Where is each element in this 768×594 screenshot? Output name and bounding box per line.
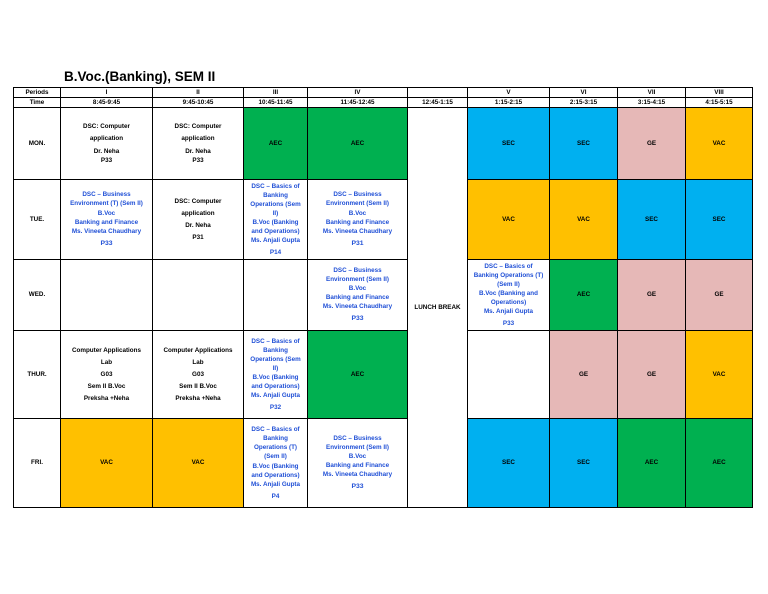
cell-mon-p1: DSC: Computer application Dr. Neha P33 bbox=[61, 108, 153, 180]
time-slot: 9:45-10:45 bbox=[153, 98, 244, 108]
cell-thu-p2: Computer Applications Lab G03 Sem II B.Voc Preksha +Neha bbox=[153, 331, 244, 419]
cell-thu-p8: VAC bbox=[686, 331, 753, 419]
period-header: III bbox=[244, 88, 308, 98]
time-slot: 1:15-2:15 bbox=[468, 98, 550, 108]
cell-mon-p4: AEC bbox=[308, 108, 408, 180]
period-header: II bbox=[153, 88, 244, 98]
cell-fri-p3: DSC – Basics of Banking Operations (T) (Sem II) B.Voc (Banking and Operations) Ms. Anjali Gupta P4 bbox=[244, 419, 308, 508]
cell-tue-p8: SEC bbox=[686, 180, 753, 260]
row-friday bbox=[14, 419, 753, 508]
cell-wed-p2 bbox=[153, 260, 244, 331]
time-slot: 12:45-1:15 bbox=[408, 98, 468, 108]
cell-tue-p4: DSC – Business Environment (Sem II) B.Voc Banking and Finance Ms. Vineeta Chaudhary P31 bbox=[308, 180, 408, 260]
cell-fri-p8: AEC bbox=[686, 419, 753, 508]
cell-fri-p1: VAC bbox=[61, 419, 153, 508]
cell-wed-p7: GE bbox=[618, 260, 686, 331]
cell-thu-p6: GE bbox=[550, 331, 618, 419]
period-header: VI bbox=[550, 88, 618, 98]
cell-wed-p3 bbox=[244, 260, 308, 331]
page-title: B.Voc.(Banking), SEM II bbox=[64, 69, 216, 84]
cell-wed-p1 bbox=[61, 260, 153, 331]
time-label: Time bbox=[14, 98, 61, 108]
period-header: VII bbox=[618, 88, 686, 98]
period-header: I bbox=[61, 88, 153, 98]
day-label: FRI. bbox=[14, 419, 61, 508]
time-row bbox=[14, 98, 753, 108]
cell-fri-p6: SEC bbox=[550, 419, 618, 508]
lunch-break: LUNCH BREAK bbox=[408, 108, 468, 508]
time-slot: 2:15-3:15 bbox=[550, 98, 618, 108]
cell-tue-p2: DSC: Computer application Dr. Neha P31 bbox=[153, 180, 244, 260]
cell-mon-p7: GE bbox=[618, 108, 686, 180]
cell-thu-p5 bbox=[468, 331, 550, 419]
row-monday bbox=[14, 108, 753, 180]
time-slot: 10:45-11:45 bbox=[244, 98, 308, 108]
cell-tue-p7: SEC bbox=[618, 180, 686, 260]
periods-label: Periods bbox=[14, 88, 61, 98]
cell-fri-p2: VAC bbox=[153, 419, 244, 508]
period-header: IV bbox=[308, 88, 408, 98]
cell-tue-p3: DSC – Basics of Banking Operations (Sem II) B.Voc (Banking and Operations) Ms. Anjali Gupta P14 bbox=[244, 180, 308, 260]
cell-fri-p5: SEC bbox=[468, 419, 550, 508]
cell-mon-p8: VAC bbox=[686, 108, 753, 180]
cell-tue-p6: VAC bbox=[550, 180, 618, 260]
time-slot: 11:45-12:45 bbox=[308, 98, 408, 108]
cell-wed-p6: AEC bbox=[550, 260, 618, 331]
day-label: WED. bbox=[14, 260, 61, 331]
row-wednesday bbox=[14, 260, 753, 331]
period-header: V bbox=[468, 88, 550, 98]
time-slot: 3:15-4:15 bbox=[618, 98, 686, 108]
timetable bbox=[13, 87, 753, 508]
cell-fri-p4: DSC – Business Environment (Sem II) B.Voc Banking and Finance Ms. Vineeta Chaudhary P33 bbox=[308, 419, 408, 508]
cell-thu-p1: Computer Applications Lab G03 Sem II B.Voc Preksha +Neha bbox=[61, 331, 153, 419]
cell-tue-p5: VAC bbox=[468, 180, 550, 260]
period-header: VIII bbox=[686, 88, 753, 98]
cell-fri-p7: AEC bbox=[618, 419, 686, 508]
cell-tue-p1: DSC – Business Environment (T) (Sem II) B.Voc Banking and Finance Ms. Vineeta Chaudhary P33 bbox=[61, 180, 153, 260]
cell-thu-p4: AEC bbox=[308, 331, 408, 419]
period-header bbox=[408, 88, 468, 98]
cell-mon-p2: DSC: Computer application Dr. Neha P33 bbox=[153, 108, 244, 180]
cell-mon-p6: SEC bbox=[550, 108, 618, 180]
cell-wed-p4: DSC – Business Environment (Sem II) B.Voc Banking and Finance Ms. Vineeta Chaudhary P33 bbox=[308, 260, 408, 331]
row-tuesday bbox=[14, 180, 753, 260]
cell-mon-p3: AEC bbox=[244, 108, 308, 180]
day-label: MON. bbox=[14, 108, 61, 180]
row-thursday bbox=[14, 331, 753, 419]
time-slot: 8:45-9:45 bbox=[61, 98, 153, 108]
cell-thu-p7: GE bbox=[618, 331, 686, 419]
periods-row bbox=[14, 88, 753, 98]
time-slot: 4:15-5:15 bbox=[686, 98, 753, 108]
cell-thu-p3: DSC – Basics of Banking Operations (Sem II) B.Voc (Banking and Operations) Ms. Anjali Gupta P32 bbox=[244, 331, 308, 419]
day-label: THUR. bbox=[14, 331, 61, 419]
cell-mon-p5: SEC bbox=[468, 108, 550, 180]
cell-wed-p5: DSC – Basics of Banking Operations (T) (Sem II) B.Voc (Banking and Operations) Ms. Anjali Gupta P33 bbox=[468, 260, 550, 331]
day-label: TUE. bbox=[14, 180, 61, 260]
cell-wed-p8: GE bbox=[686, 260, 753, 331]
